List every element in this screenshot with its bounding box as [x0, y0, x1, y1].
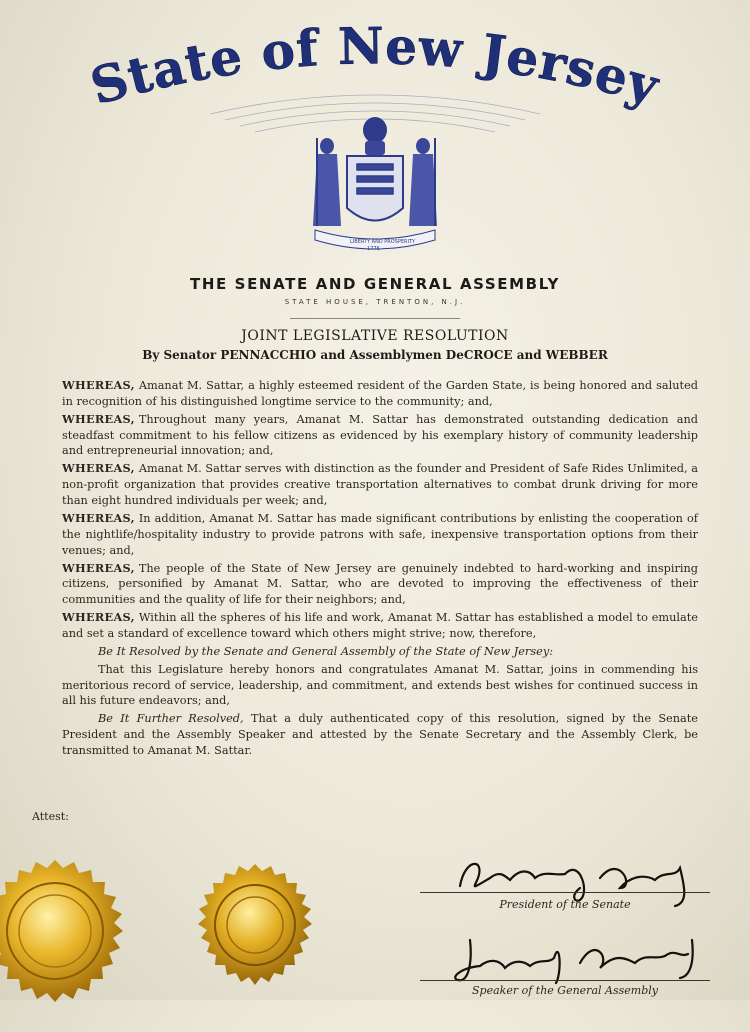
chamber-title: THE SENATE AND GENERAL ASSEMBLY: [190, 275, 560, 293]
whereas-keyword: WHEREAS,: [62, 610, 135, 625]
resolved-intro: [62, 644, 698, 660]
whereas-keyword: WHEREAS,: [62, 411, 135, 426]
whereas-keyword: WHEREAS,: [62, 378, 135, 392]
signature-block-senate-president: [420, 848, 710, 918]
signature-line: [420, 892, 710, 893]
whereas-paragraph: [62, 378, 698, 410]
coat-year: 1776: [367, 246, 380, 252]
resolution-sponsors: By Senator PENNACCHIO and Assemblymen DeCROCE and WEBBER: [142, 348, 608, 362]
resolution-title: JOINT LEGISLATIVE RESOLUTION: [241, 328, 509, 344]
whereas-text: Amanat M. Sattar, a highly esteemed resident of the Garden State, is being honored and saluted in recognition of his distinguished longtime service to the community; and,: [62, 379, 698, 408]
whereas-paragraph: [62, 561, 698, 608]
whereas-keyword: WHEREAS,: [62, 510, 135, 525]
whereas-keyword: WHEREAS,: [62, 461, 135, 476]
resolution-body: [62, 378, 698, 761]
signature-block-assembly-speaker: [420, 928, 710, 1000]
whereas-text: Amanat M. Sattar serves with distinction as the founder and President of Safe Rides Unlimited, a non-profit organization that provides creative transportation alternatives to combat drunk driving for more than eight hundred individuals per week; and,: [62, 462, 698, 507]
further-resolved-paragraph: [62, 711, 698, 758]
whereas-text: Within all the spheres of his life and work, Amanat M. Sattar has established a model to emulate and set a standard of excellence toward which others might strive; now, therefore,: [62, 611, 698, 640]
state-name-text: tate of New Jerse: [121, 16, 636, 109]
signature-title: Speaker of the General Assembly: [472, 984, 658, 997]
signature-joseph-roberts: [430, 928, 710, 988]
whereas-text: The people of the State of New Jersey are genuinely indebted to hard-working and inspiring citizens, personified by Amanat M. Sattar, who are devoted to improving the effectiveness of their communities and the quality of life for their neighbors; and,: [62, 561, 698, 607]
whereas-paragraph: [62, 461, 698, 508]
whereas-paragraph: [62, 610, 698, 642]
chamber-subtitle: STATE HOUSE, TRENTON, N.J.: [284, 298, 466, 306]
whereas-paragraph: [62, 412, 698, 459]
attest-label: Attest:: [32, 810, 69, 823]
further-resolved-label: Be It Further Resolved,: [98, 712, 244, 726]
coat-motto: LIBERTY AND PROSPERITY: [350, 239, 416, 245]
whereas-text: In addition, Amanat M. Sattar has made significant contributions by enlisting the cooperation of the nightlife/hospitality industry to provide patrons with safe, inexpensive transportation options from their venues; and,: [62, 511, 698, 557]
gold-seal-right: [180, 862, 330, 1012]
signature-line: [420, 980, 710, 981]
further-resolved-text: That a duly authenticated copy of this resolution, signed by the Senate President and the Assembly Speaker and attested by the Senate Secretary and the Assembly Clerk, be transmitted to Amanat M. Sattar.: [62, 712, 698, 758]
divider: [290, 318, 460, 319]
whereas-paragraph: [62, 511, 698, 558]
resolved-intro-text: Be It Resolved by the Senate and General Assembly of the State of New Jersey:: [98, 644, 554, 658]
whereas-text: Throughout many years, Amanat M. Sattar has demonstrated outstanding dedication and steadfast commitment to his fellow citizens as evidenced by his exemplary history of community leadership and entrepreneurial innovation; and,: [62, 412, 698, 458]
coat-of-arms: [305, 108, 445, 258]
gold-seal-left: [0, 858, 140, 1028]
resolved-paragraph: That this Legislature hereby honors and congratulates Amanat M. Sattar, joins in commending his meritorious record of service, leadership, and commitment, and extends best wishes for continued success in all his future endeavors; and,: [62, 662, 698, 708]
whereas-keyword: WHEREAS,: [62, 560, 135, 575]
signature-title: President of the Senate: [499, 898, 631, 911]
